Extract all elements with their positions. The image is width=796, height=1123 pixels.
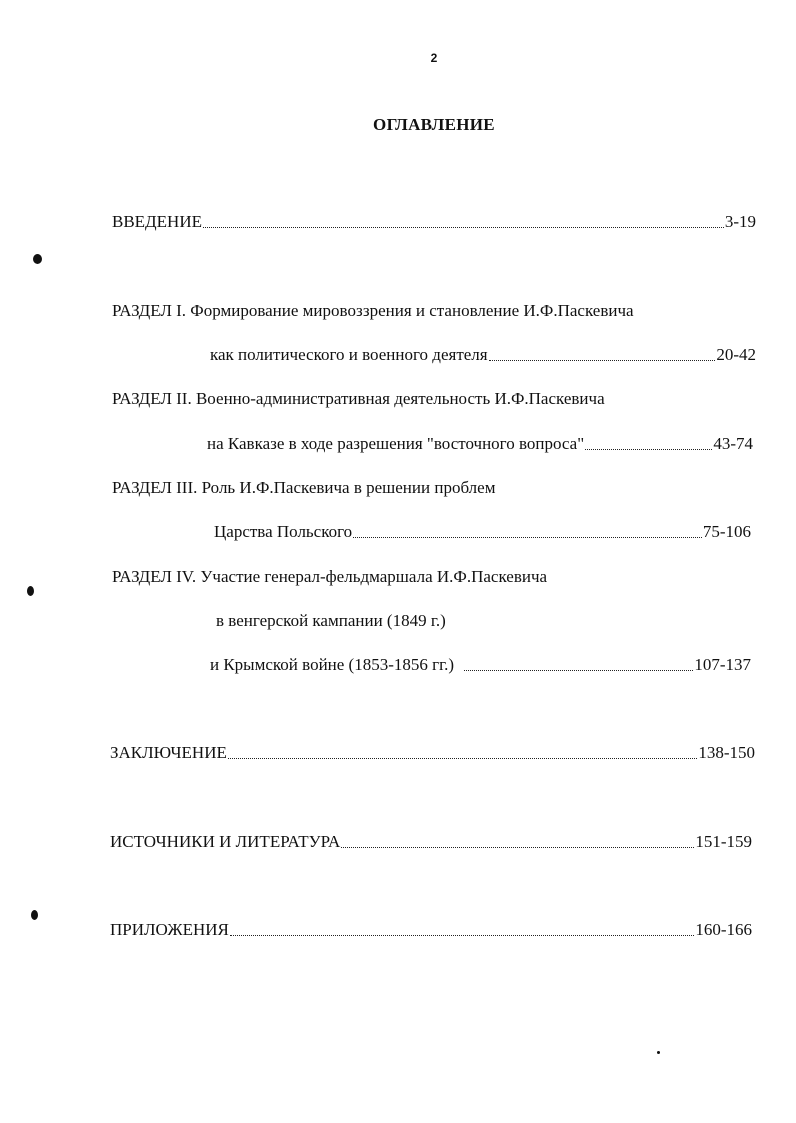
page-number: 2 [430, 51, 438, 65]
scan-speck [657, 1051, 660, 1054]
dot-leader [341, 847, 694, 848]
toc-entry-sources [110, 832, 752, 852]
toc-entry-pages: 138-150 [698, 743, 755, 762]
toc-entry-label: Царства Польского [214, 522, 353, 541]
toc-entry-section4-line1: РАЗДЕЛ IV. Участие генерал-фельдмаршала И.Ф.Паскевича [112, 567, 548, 586]
toc-entry-section2-line1: РАЗДЕЛ II. Военно-административная деятельность И.Ф.Паскевича [112, 389, 605, 408]
toc-entry-label: ИСТОЧНИКИ И ЛИТЕРАТУРА [110, 832, 341, 851]
toc-entry-pages: 3-19 [724, 212, 756, 231]
dot-leader [230, 935, 694, 936]
toc-entry-section2 [207, 434, 753, 454]
toc-entry-label: ВВЕДЕНИЕ [112, 212, 202, 231]
toc-entry-section1-line1: РАЗДЕЛ I. Формирование мировоззрения и становление И.Ф.Паскевича [112, 301, 634, 320]
toc-entry-section4-line2: в венгерской кампании (1849 г.) [216, 611, 446, 630]
toc-entry-section3-line1: РАЗДЕЛ III. Роль И.Ф.Паскевича в решении проблем [112, 478, 496, 497]
toc-entry-pages: 151-159 [695, 832, 752, 851]
toc-entry-section1 [210, 345, 756, 365]
toc-entry-appendices [110, 920, 752, 940]
toc-entry-conclusion [110, 743, 755, 763]
page-title: ОГЛАВЛЕНИЕ [373, 115, 495, 134]
toc-entry-label: ПРИЛОЖЕНИЯ [110, 920, 229, 939]
toc-entry-pages: 20-42 [716, 345, 756, 364]
dot-leader [489, 360, 716, 361]
toc-entry-label: и Крымской войне (1853-1856 гг.) [210, 655, 455, 674]
toc-entry-pages: 107-137 [694, 655, 751, 674]
dot-leader [353, 537, 702, 538]
scan-speck [27, 586, 34, 596]
dot-leader [464, 670, 693, 671]
dot-leader [228, 758, 697, 759]
toc-entry-label: ЗАКЛЮЧЕНИЕ [110, 743, 227, 762]
dot-leader [203, 227, 724, 228]
scan-speck [31, 910, 38, 920]
toc-entry-section3 [214, 522, 751, 542]
toc-entry-intro [112, 212, 756, 232]
scan-speck [33, 254, 42, 264]
toc-entry-section4 [210, 655, 751, 675]
toc-entry-label: как политического и военного деятеля [210, 345, 488, 364]
toc-entry-pages: 75-106 [702, 522, 751, 541]
toc-entry-pages: 160-166 [695, 920, 752, 939]
toc-entry-pages: 43-74 [713, 434, 753, 453]
toc-entry-label: на Кавказе в ходе разрешения "восточного вопроса" [207, 434, 585, 453]
dot-leader [585, 449, 712, 450]
